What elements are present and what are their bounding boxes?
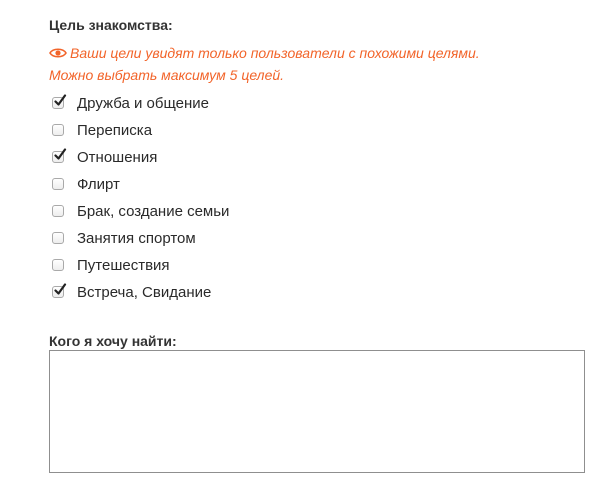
checkmark-icon [53,94,67,108]
goal-label: Брак, создание семьи [77,202,230,220]
goal-label: Путешествия [77,256,170,274]
goal-checkbox-1[interactable] [49,119,152,141]
notice-line-1 [49,42,589,64]
find-description-textarea[interactable] [49,350,585,473]
checkbox[interactable] [52,205,64,217]
checkmark-icon [53,148,67,162]
goal-notice [49,42,589,86]
checkbox[interactable] [52,97,64,109]
goal-checkbox-6[interactable] [49,254,170,276]
goal-label: Занятия спортом [77,229,196,247]
goal-checkbox-0[interactable] [49,92,209,114]
goal-checkbox-5[interactable] [49,227,196,249]
goal-label: Переписка [77,121,153,139]
checkbox[interactable] [52,151,64,163]
checkbox[interactable] [52,178,64,190]
checkmark-icon [53,283,67,297]
goal-checkbox-7[interactable] [49,281,211,303]
checkbox[interactable] [52,124,64,136]
goal-checkbox-2[interactable] [49,146,157,168]
goal-label: Встреча, Свидание [77,283,212,301]
checkbox[interactable] [52,286,64,298]
goal-label: Отношения [77,148,158,166]
notice-text-2: Можно выбрать максимум 5 целей. [49,67,285,83]
goal-checkbox-4[interactable] [49,200,229,222]
find-section-title: Кого я хочу найти: [49,333,177,349]
notice-text-1: Ваши цели увидят только пользователи с похожими целями. [70,45,480,61]
goal-checkbox-3[interactable] [49,173,120,195]
find-textarea-wrapper [49,350,585,473]
eye-icon [49,47,67,59]
checkbox[interactable] [52,232,64,244]
goal-label: Флирт [77,175,120,193]
goal-label: Дружба и общение [77,94,209,112]
checkbox[interactable] [52,259,64,271]
goal-section-title: Цель знакомства: [49,17,173,33]
